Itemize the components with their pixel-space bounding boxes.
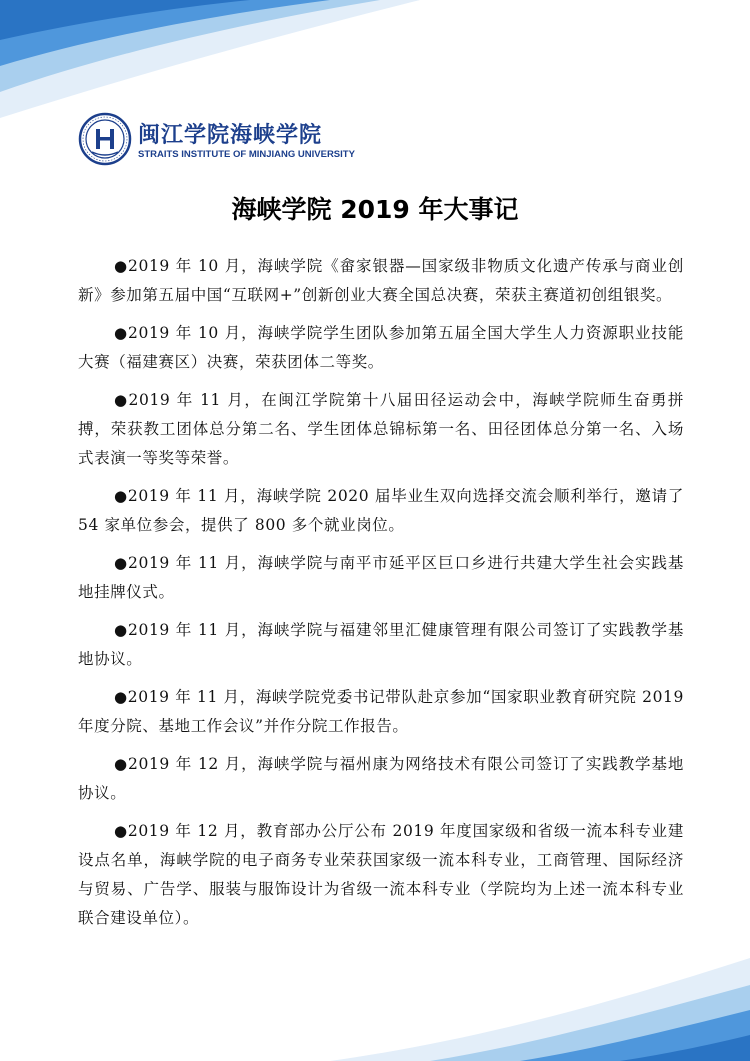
event-entry xyxy=(78,683,684,741)
event-entry xyxy=(78,386,684,473)
event-text: 2019 年 11 月，海峡学院与福建邻里汇健康管理有限公司签订了实践教学基地协议。 xyxy=(78,621,684,668)
bullet-icon: ● xyxy=(114,257,129,275)
event-text: 2019 年 12 月，海峡学院与福州康为网络技术有限公司签订了实践教学基地协议。 xyxy=(78,755,684,802)
bullet-icon: ● xyxy=(114,391,129,409)
bullet-icon: ● xyxy=(114,554,129,572)
event-text: 2019 年 11 月，海峡学院 2020 届毕业生双向选择交流会顺利举行，邀请了 54 家单位参会，提供了 800 多个就业岗位。 xyxy=(78,487,684,534)
event-text: 2019 年 11 月，在闽江学院第十八届田径运动会中，海峡学院师生奋勇拼搏，荣获教工团体总分第二名、学生团体总锦标第一名、田径团体总分第一名、入场式表演一等奖等荣誉。 xyxy=(78,391,684,467)
event-entry xyxy=(78,549,684,607)
event-text: 2019 年 11 月，海峡学院党委书记带队赴京参加“国家职业教育研究院 2019 年度分院、基地工作会议”并作分院工作报告。 xyxy=(78,688,684,735)
bullet-icon: ● xyxy=(114,822,128,840)
page-title: 海峡学院 2019 年大事记 xyxy=(231,195,519,224)
event-text: 2019 年 10 月，海峡学院学生团队参加第五届全国大学生人力资源职业技能大赛（福建赛区）决赛，荣获团体二等奖。 xyxy=(78,324,684,371)
event-text: 2019 年 10 月，海峡学院《畲家银器—国家级非物质文化遗产传承与商业创新》参加第五届中国“互联网+”创新创业大赛全国总决赛，荣获主赛道初创组银奖。 xyxy=(78,257,684,304)
institution-logo xyxy=(78,112,355,168)
logo-chinese-name: 闽江学院海峡学院 xyxy=(138,123,323,148)
school-seal-icon xyxy=(78,112,132,166)
bullet-icon: ● xyxy=(114,755,129,773)
bullet-icon: ● xyxy=(114,688,128,706)
bullet-icon: ● xyxy=(114,487,128,505)
event-text: 2019 年 11 月，海峡学院与南平市延平区巨口乡进行共建大学生社会实践基地挂牌仪式。 xyxy=(78,554,684,601)
event-text: 2019 年 12 月，教育部办公厅公布 2019 年度国家级和省级一流本科专业建设点名单，海峡学院的电子商务专业荣获国家级一流本科专业，工商管理、国际经济与贸易、广告学、服装与服饰设计为省级一流本科专业（学院均为上述一流本科专业联合建设单位）。 xyxy=(78,822,684,927)
event-entry xyxy=(78,252,684,310)
bullet-icon: ● xyxy=(114,324,129,342)
event-entry xyxy=(78,319,684,377)
event-entry xyxy=(78,482,684,540)
event-entry xyxy=(78,817,684,933)
event-entry xyxy=(78,616,684,674)
events-list xyxy=(78,252,684,942)
event-entry xyxy=(78,750,684,808)
bullet-icon: ● xyxy=(114,621,129,639)
logo-english-name: STRAITS INSTITUTE OF MINJIANG UNIVERSITY xyxy=(138,149,355,160)
